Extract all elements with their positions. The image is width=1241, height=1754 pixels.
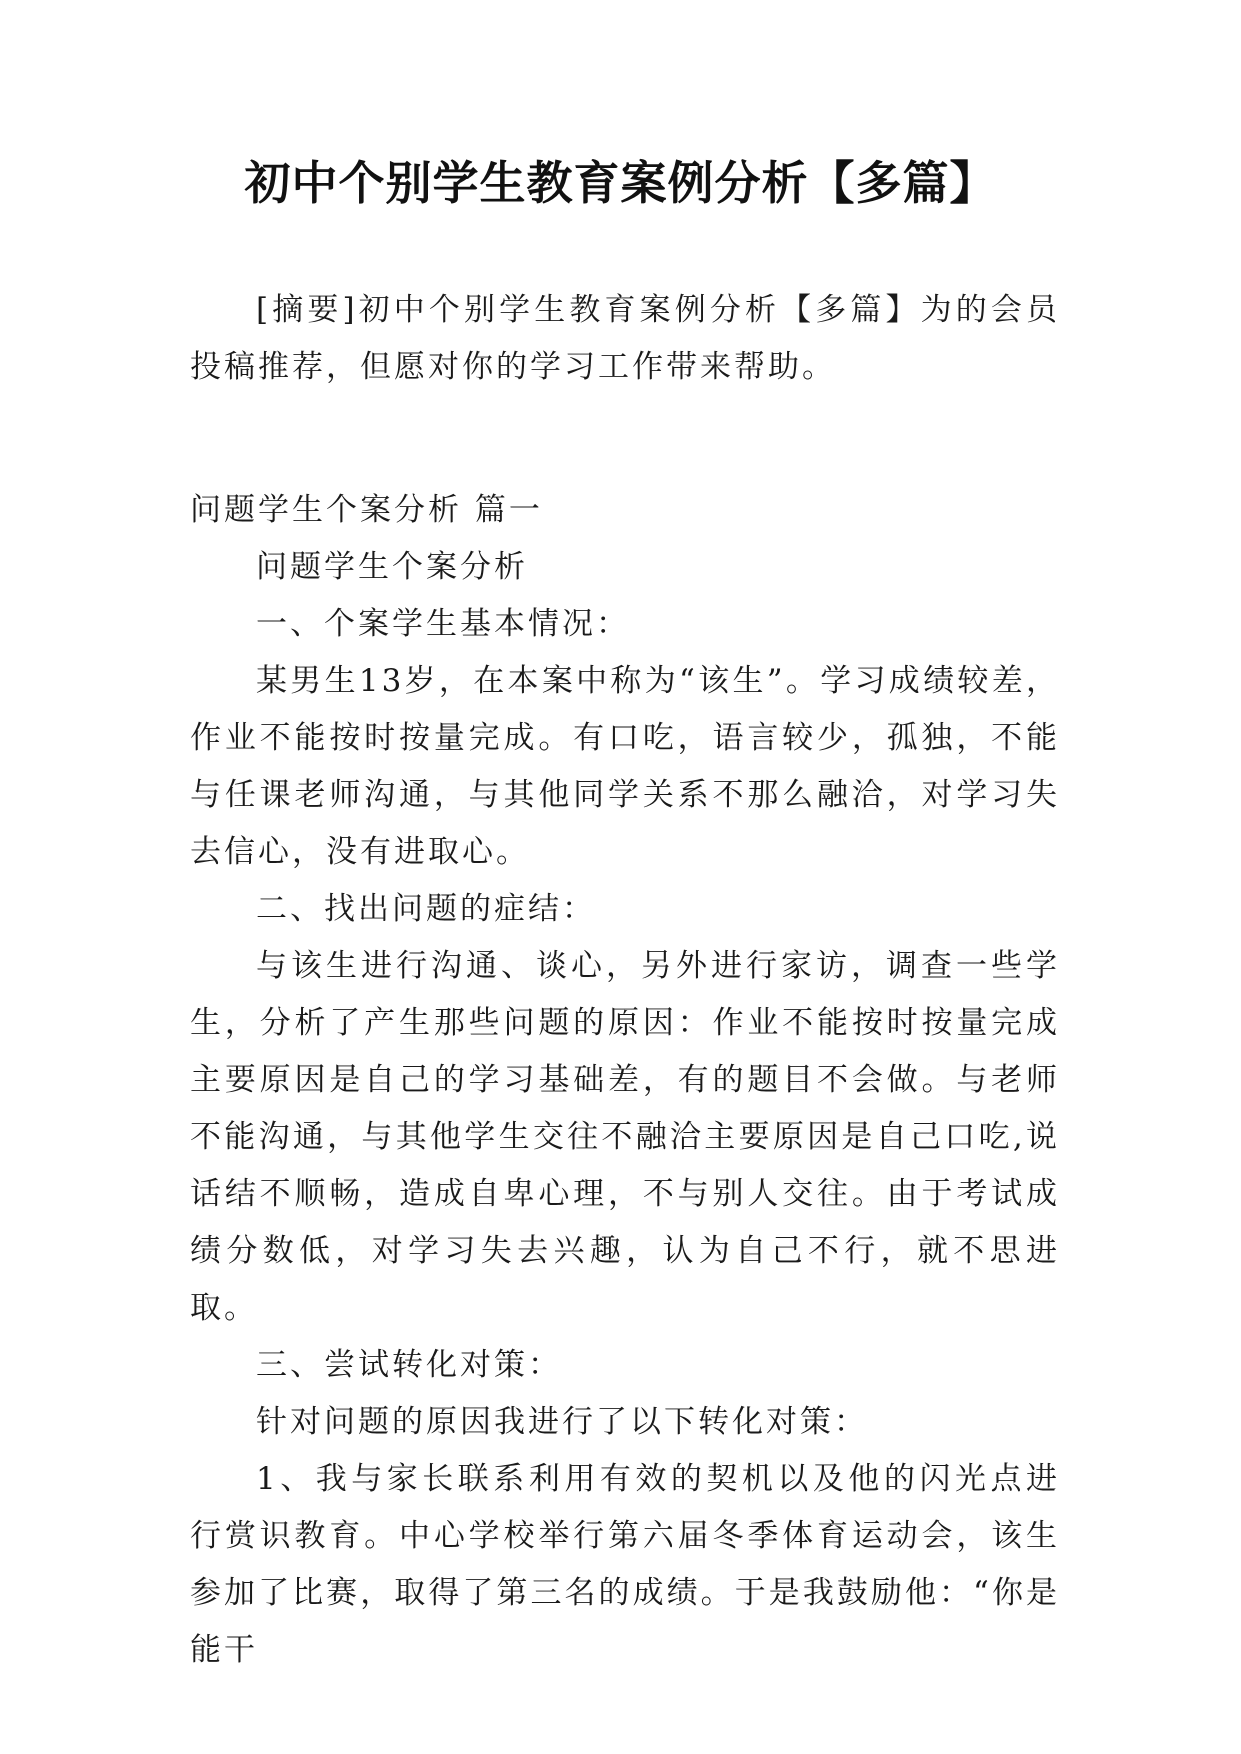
document-title: 初中个别学生教育案例分析【多篇】 — [244, 156, 997, 210]
body-paragraph: 与该生进行沟通、谈心，另外进行家访，调查一些学生，分析了产生那些问题的原因：作业不能按时按量完成主要原因是自己的学习基础差，有的题目不会做。与老师不能沟通，与其他学生交往不融洽主要原因是自己口吃,说话结不顺畅，造成自卑心理，不与别人交往。由于考试成绩分数低，对学习失去兴趣，认为自己不行，就不思进取。 — [190, 948, 1060, 1326]
body-paragraph: 一、个案学生基本情况： — [256, 606, 630, 642]
abstract-paragraph: [摘要]初中个别学生教育案例分析【多篇】为的会员投稿推荐，但愿对你的学习工作带来帮助。 — [190, 292, 1060, 385]
body-paragraph: 问题学生个案分析 — [256, 549, 528, 585]
body-paragraph: 针对问题的原因我进行了以下转化对策： — [256, 1404, 868, 1440]
body-paragraph: 三、尝试转化对策： — [256, 1347, 562, 1383]
section-heading: 问题学生个案分析 篇一 — [190, 492, 543, 528]
document-body — [190, 282, 1060, 1679]
paragraph-gap — [190, 396, 1060, 482]
body-paragraph: 某男生13岁，在本案中称为“该生”。学习成绩较差，作业不能按时按量完成。有口吃，语言较少，孤独，不能与任课老师沟通，与其他同学关系不那么融洽，对学习失去信心，没有进取心。 — [190, 663, 1060, 870]
body-paragraph: 二、找出问题的症结： — [256, 891, 596, 927]
body-paragraph: 1、我与家长联系利用有效的契机以及他的闪光点进行赏识教育。中心学校举行第六届冬季体育运动会，该生参加了比赛，取得了第三名的成绩。于是我鼓励他：“你是能干 — [190, 1461, 1060, 1668]
